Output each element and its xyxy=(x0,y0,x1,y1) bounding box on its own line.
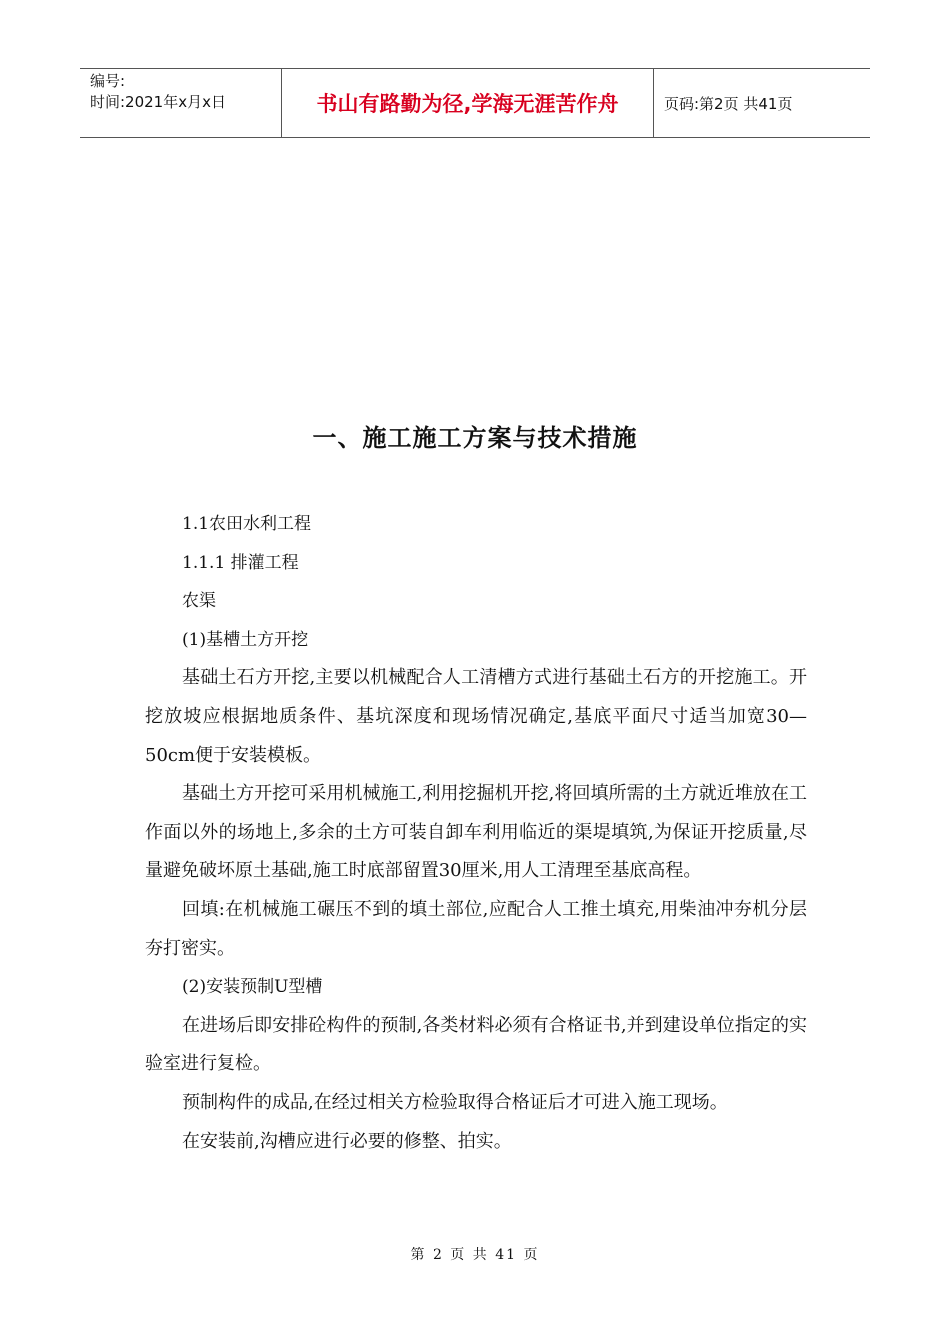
paragraph: 在进场后即安排砼构件的预制,各类材料必须有合格证书,并到建设单位指定的实验室进行复检。 xyxy=(145,1014,807,1075)
header-motto: 书山有路勤为径,学海无涯苦作舟 xyxy=(282,69,654,137)
doc-number-label: 编号: xyxy=(90,72,126,90)
paragraph: 基础土石方开挖,主要以机械配合人工清槽方式进行基础土石方的开挖施工。开挖放坡应根据地质条件、基坑深度和现场情况确定,基底平面尺寸适当加宽30—50cm便于安装模板。 xyxy=(145,667,807,766)
paragraph: 基础土方开挖可采用机械施工,利用挖掘机开挖,将回填所需的土方就近堆放在工作面以外的场地上,多余的土方可装自卸车利用临近的渠堤填筑,为保证开挖质量,尽量避免破坏原土基础,施工时底部留置30厘米,用人工清理至基底高程。 xyxy=(145,783,807,882)
item-heading: 农渠 xyxy=(182,591,216,612)
header-meta xyxy=(80,69,282,137)
step-heading: (2)安装预制U型槽 xyxy=(182,977,323,998)
header-page-info: 页码:第2页 共41页 xyxy=(664,94,793,113)
page-header xyxy=(80,68,870,138)
doc-time-label: 时间:2021年x月x日 xyxy=(90,93,226,111)
paragraph: 回填:在机械施工碾压不到的填土部位,应配合人工推土填充,用柴油冲夯机分层夯打密实。 xyxy=(145,898,807,959)
section-title: 一、施工施工方案与技术措施 xyxy=(312,424,638,452)
page-footer: 第 2 页 共 41 页 xyxy=(410,1247,540,1263)
document-body xyxy=(145,505,807,1161)
paragraph: 在安装前,沟槽应进行必要的修整、拍实。 xyxy=(182,1130,512,1152)
section-heading: 1.1农田水利工程 xyxy=(182,514,312,534)
subsection-heading: 1.1.1 排灌工程 xyxy=(182,552,299,573)
step-heading: (1)基槽土方开挖 xyxy=(182,629,309,650)
paragraph: 预制构件的成品,在经过相关方检验取得合格证后才可进入施工现场。 xyxy=(182,1091,728,1113)
